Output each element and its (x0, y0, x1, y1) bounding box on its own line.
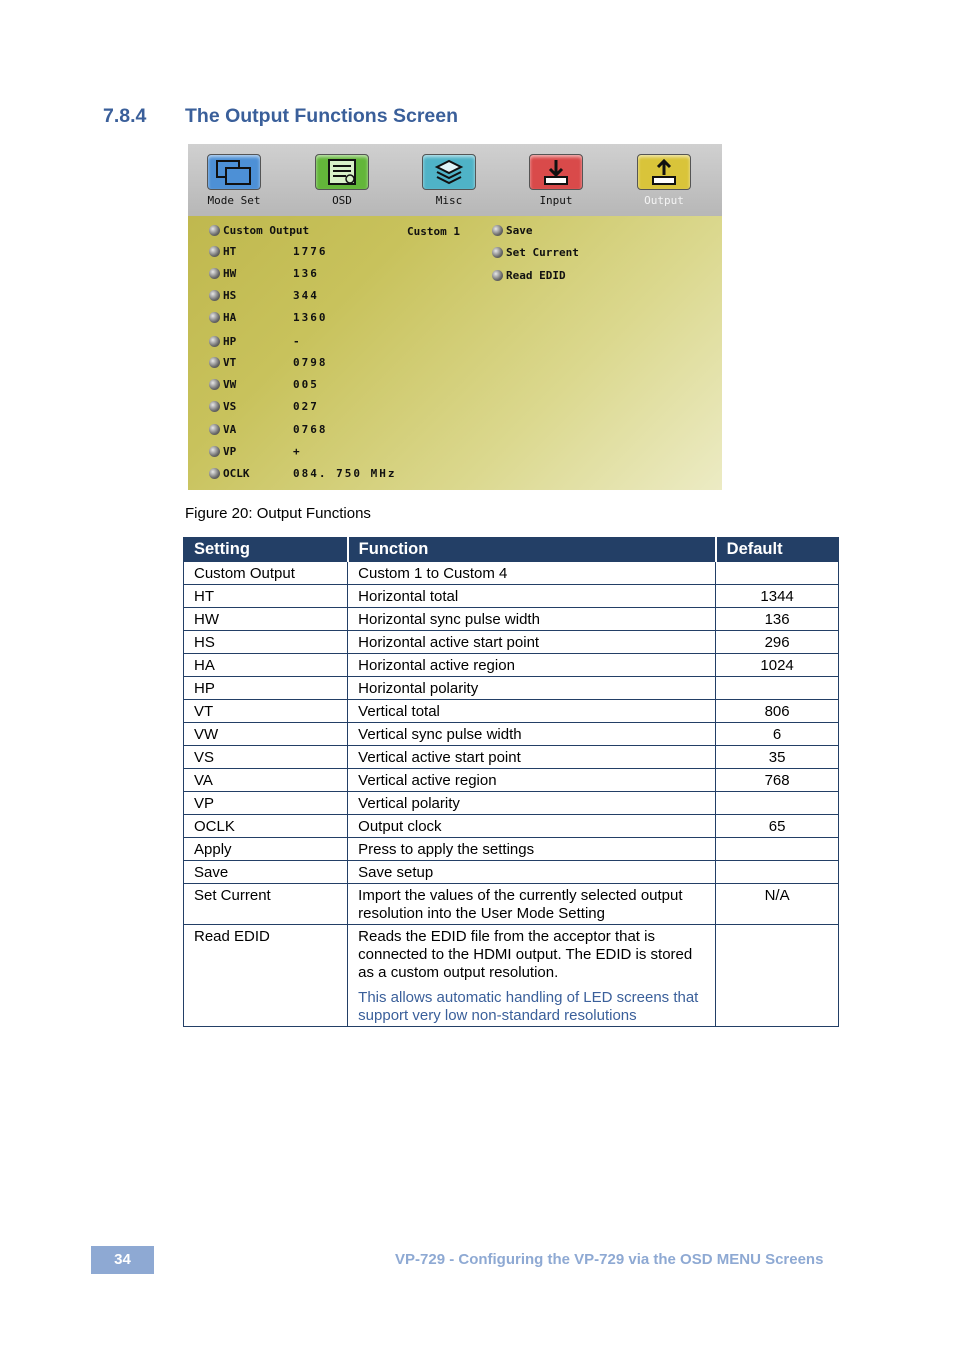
default-cell: 1344 (716, 585, 839, 608)
bullet-icon (492, 225, 503, 236)
section-number: 7.8.4 (103, 105, 147, 127)
function-cell: Output clock (348, 815, 716, 838)
function-cell (348, 925, 716, 1027)
setting-cell: Set Current (184, 884, 348, 925)
osd-row-custom-output[interactable]: Custom Output (209, 224, 309, 237)
default-cell: 6 (716, 723, 839, 746)
misc-icon (422, 154, 476, 190)
bullet-icon (209, 312, 220, 323)
bullet-icon (209, 357, 220, 368)
table-row (184, 769, 839, 792)
function-text: Reads the EDID file from the acceptor that is connected to the HDMI output. The EDID is stored as a custom output resolution. (358, 928, 693, 981)
default-cell (716, 677, 839, 700)
osd-row-vt[interactable]: VT 0798 (209, 356, 328, 369)
header-setting: Setting (184, 537, 348, 562)
tab-osd[interactable]: OSD (297, 154, 387, 207)
osd-row-vw[interactable]: VW 005 (209, 378, 319, 391)
osd-row-hs[interactable]: HS 344 (209, 289, 319, 302)
setting-cell: HW (184, 608, 348, 631)
table-row (184, 792, 839, 815)
setting-cell: Custom Output (184, 562, 348, 585)
default-cell (716, 562, 839, 585)
function-cell: Horizontal polarity (348, 677, 716, 700)
default-cell: 768 (716, 769, 839, 792)
osd-tab-bar (188, 144, 722, 216)
function-note: This allows automatic handling of LED screens that support very low non-standard resolutions (358, 989, 699, 1024)
table-row (184, 723, 839, 746)
default-cell: 65 (716, 815, 839, 838)
table-row (184, 861, 839, 884)
bullet-icon (492, 270, 503, 281)
settings-table (183, 537, 839, 1027)
bullet-icon (209, 379, 220, 390)
tab-output[interactable]: Output (619, 154, 709, 207)
default-cell: 136 (716, 608, 839, 631)
osd-row-hp[interactable]: HP - (209, 335, 302, 348)
section-title: The Output Functions Screen (185, 105, 459, 127)
default-cell: 296 (716, 631, 839, 654)
function-cell: Custom 1 to Custom 4 (348, 562, 716, 585)
header-default: Default (716, 537, 839, 562)
table-row (184, 700, 839, 723)
setting-cell: VA (184, 769, 348, 792)
input-icon (529, 154, 583, 190)
bullet-icon (209, 401, 220, 412)
default-cell: N/A (716, 884, 839, 925)
osd-mode-value: Custom 1 (407, 225, 460, 238)
table-row (184, 884, 839, 925)
function-cell: Vertical total (348, 700, 716, 723)
bullet-icon (209, 246, 220, 257)
osd-row-ha[interactable]: HA 1360 (209, 311, 328, 324)
function-cell: Horizontal active region (348, 654, 716, 677)
osd-screenshot (188, 144, 722, 490)
table-row (184, 608, 839, 631)
osd-row-vp[interactable]: VP + (209, 445, 302, 458)
function-cell: Vertical active start point (348, 746, 716, 769)
default-cell (716, 861, 839, 884)
setting-cell: Read EDID (184, 925, 348, 1027)
page-number: 34 (91, 1246, 154, 1274)
function-cell: Vertical polarity (348, 792, 716, 815)
bullet-icon (492, 247, 503, 258)
setting-cell: HP (184, 677, 348, 700)
output-icon (637, 154, 691, 190)
default-cell (716, 925, 839, 1027)
setting-cell: VT (184, 700, 348, 723)
osd-row-hw[interactable]: HW 136 (209, 267, 319, 280)
table-row (184, 631, 839, 654)
table-row (184, 654, 839, 677)
osd-icon (315, 154, 369, 190)
setting-cell: VP (184, 792, 348, 815)
osd-action-set-current[interactable]: Set Current (492, 246, 579, 259)
osd-action-read-edid[interactable]: Read EDID (492, 269, 566, 282)
function-cell: Horizontal total (348, 585, 716, 608)
setting-cell: HA (184, 654, 348, 677)
bullet-icon (209, 290, 220, 301)
table-row (184, 562, 839, 585)
osd-row-vs[interactable]: VS 027 (209, 400, 319, 413)
setting-cell: HT (184, 585, 348, 608)
bullet-icon (209, 225, 220, 236)
bullet-icon (209, 446, 220, 457)
table-row (184, 585, 839, 608)
function-cell: Horizontal active start point (348, 631, 716, 654)
setting-cell: VW (184, 723, 348, 746)
tab-misc[interactable]: Misc (404, 154, 494, 207)
osd-action-save[interactable]: Save (492, 224, 533, 237)
osd-row-va[interactable]: VA 0768 (209, 423, 328, 436)
setting-cell: VS (184, 746, 348, 769)
bullet-icon (209, 268, 220, 279)
figure-caption: Figure 20: Output Functions (185, 505, 371, 522)
setting-cell: Save (184, 861, 348, 884)
bullet-icon (209, 468, 220, 479)
setting-cell: HS (184, 631, 348, 654)
function-cell: Press to apply the settings (348, 838, 716, 861)
default-cell (716, 838, 839, 861)
bullet-icon (209, 424, 220, 435)
function-cell: Save setup (348, 861, 716, 884)
osd-row-oclk[interactable]: OCLK 084. 750 MHz (209, 467, 396, 480)
default-cell: 35 (716, 746, 839, 769)
function-cell: Vertical sync pulse width (348, 723, 716, 746)
bullet-icon (209, 336, 220, 347)
default-cell: 1024 (716, 654, 839, 677)
function-cell: Horizontal sync pulse width (348, 608, 716, 631)
mode-set-icon (207, 154, 261, 190)
setting-cell: Apply (184, 838, 348, 861)
table-row (184, 815, 839, 838)
table-row (184, 746, 839, 769)
header-function: Function (348, 537, 716, 562)
footer-title: VP-729 - Configuring the VP-729 via the OSD MENU Screens (395, 1251, 824, 1268)
setting-cell: OCLK (184, 815, 348, 838)
tab-mode-set[interactable]: Mode Set (189, 154, 279, 207)
table-row (184, 925, 839, 1027)
default-cell (716, 792, 839, 815)
table-row (184, 677, 839, 700)
function-cell: Vertical active region (348, 769, 716, 792)
table-row (184, 838, 839, 861)
tab-input[interactable]: Input (511, 154, 601, 207)
section-heading (103, 105, 458, 128)
default-cell: 806 (716, 700, 839, 723)
osd-row-ht[interactable]: HT 1776 (209, 245, 328, 258)
table-header-row (184, 537, 839, 562)
function-cell: Import the values of the currently selected output resolution into the User Mode Setting (348, 884, 716, 925)
